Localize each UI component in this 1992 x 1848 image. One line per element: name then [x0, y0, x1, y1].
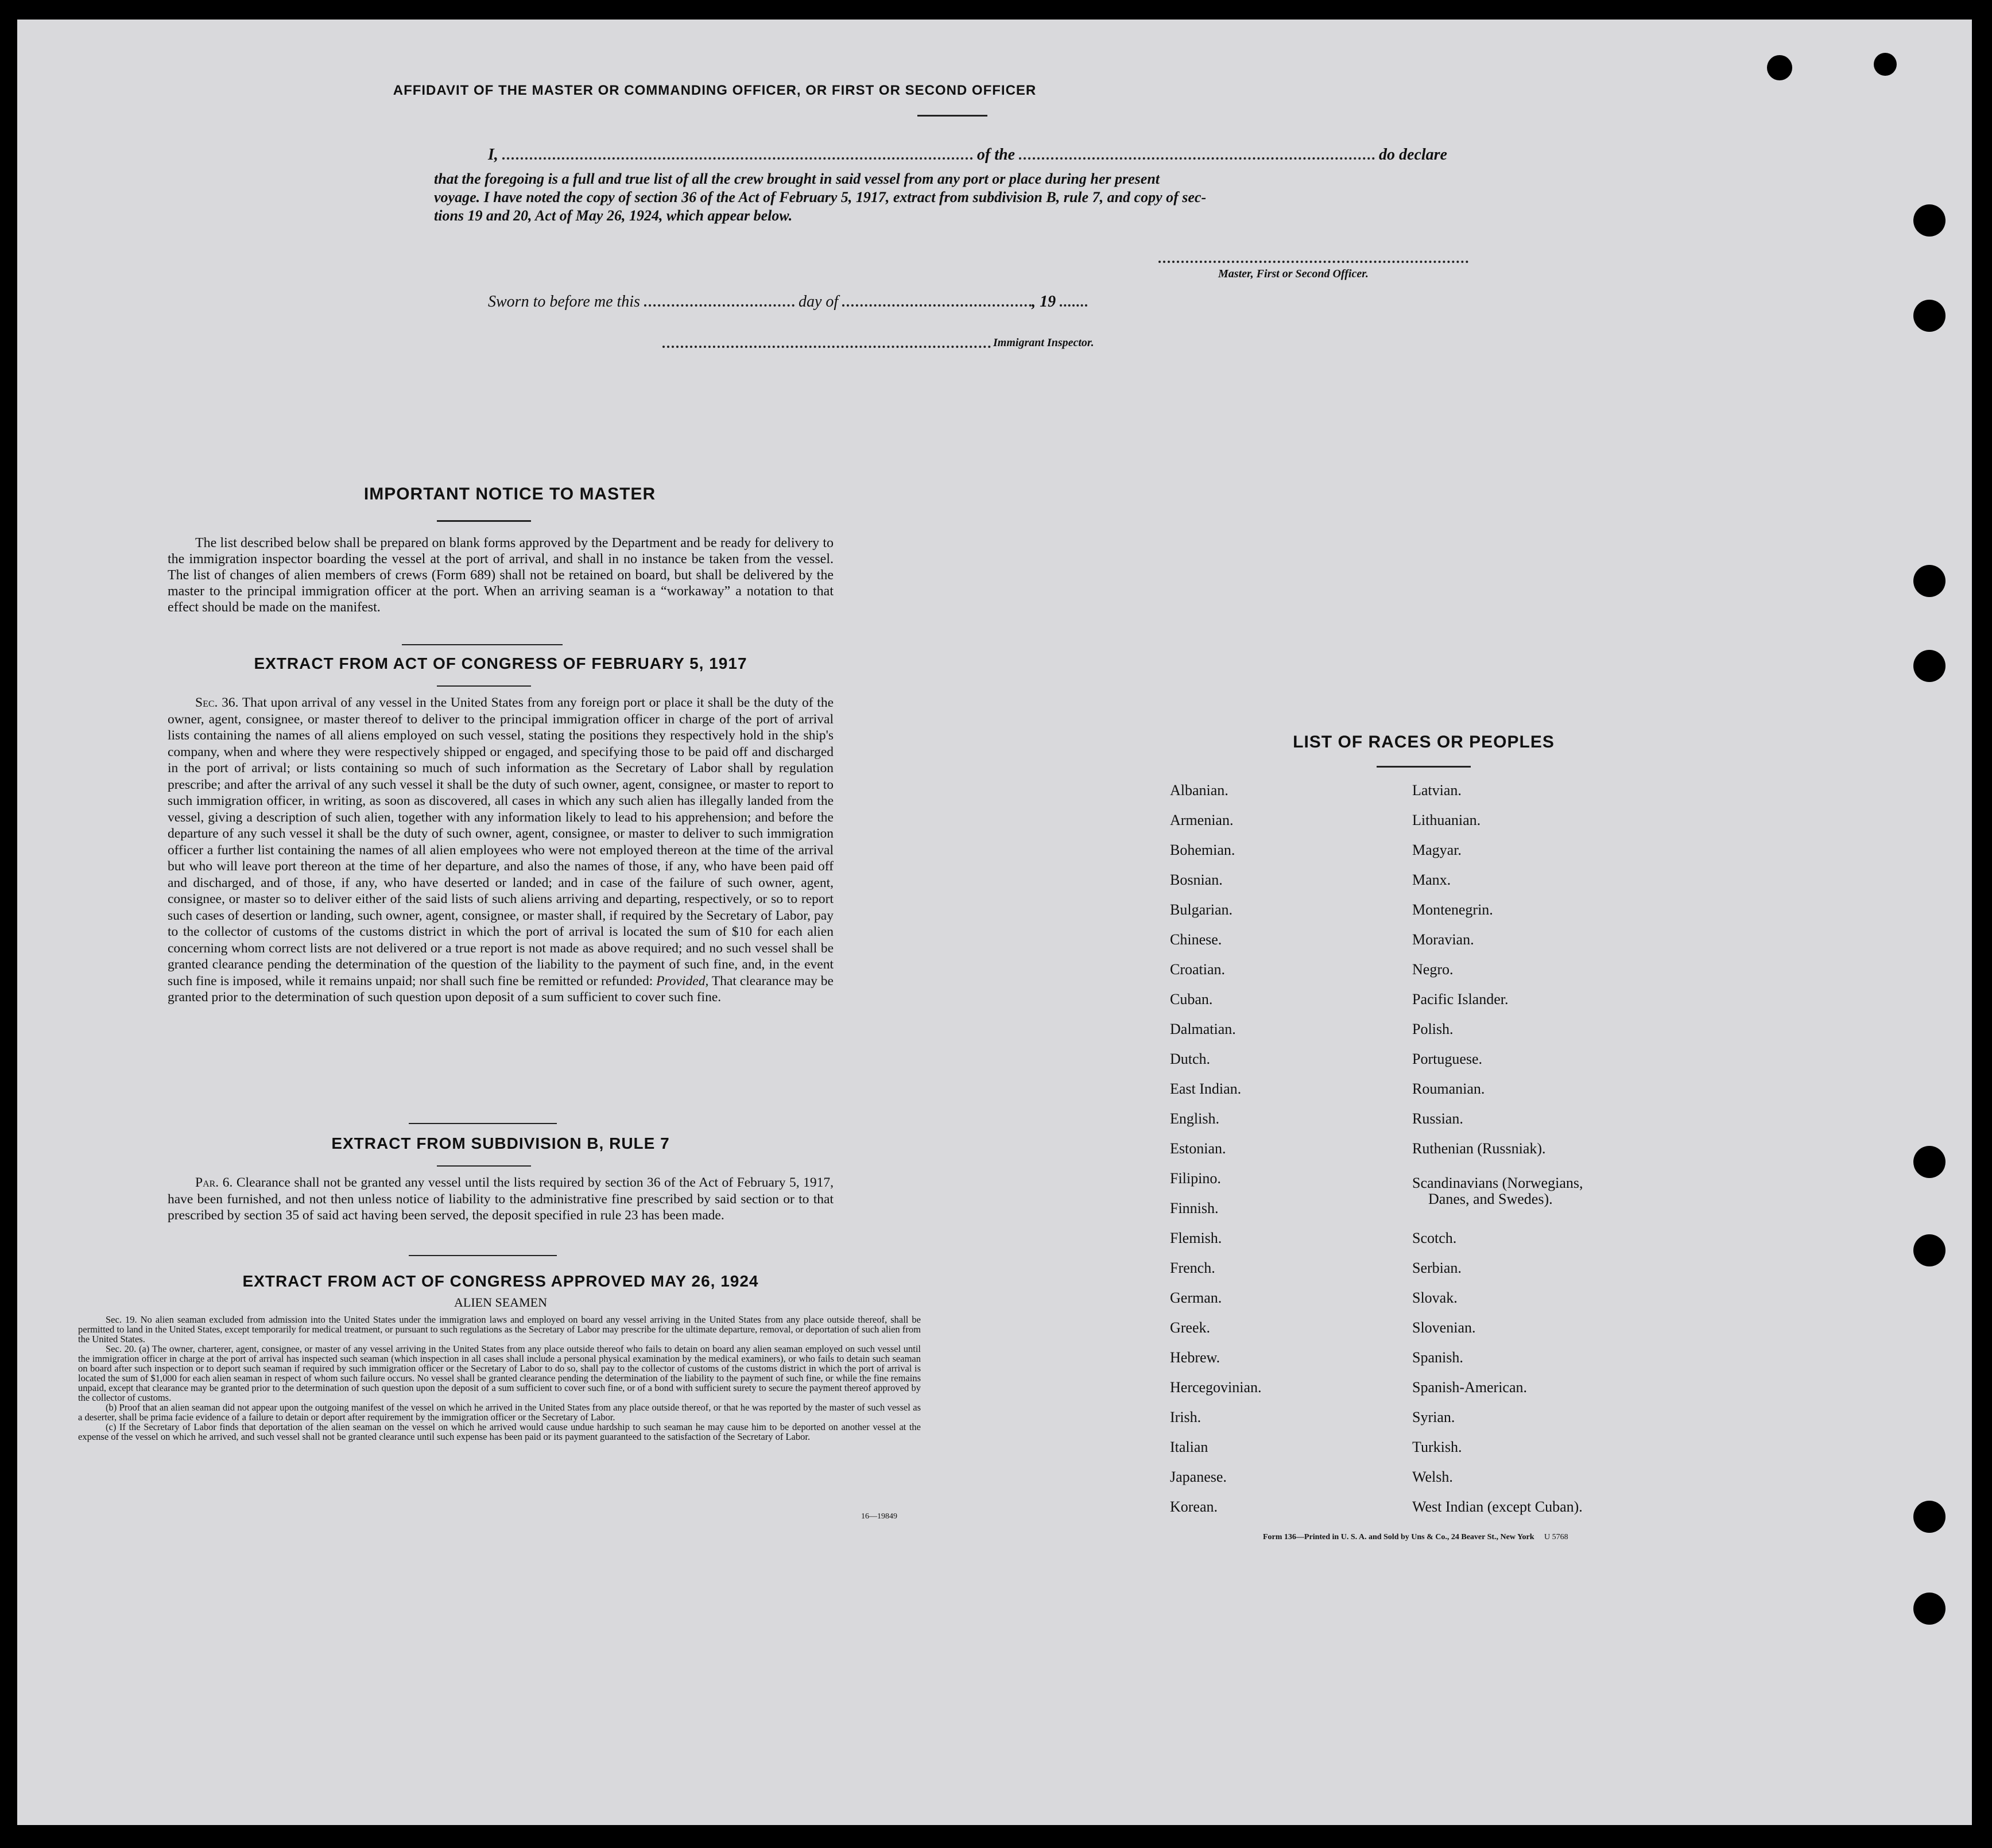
race-item: Welsh.: [1412, 1469, 1453, 1485]
sec-36-text: That upon arrival of any vessel in the United States from any foreign port or place it shall be the duty of the owner, agent, consignee, or master thereof to deliver to the principal immigration officer in charge of the port of arrival lists containing the names of all aliens employed on such vessel, stating the positions they respectively hold in the ship's company, when and where they were respectively shipped or engaged, and specifying those to be paid off and discharged in the port of arrival; or lists containing so much of such information as the Secretary of Labor shall by regulation prescribe; and after the arrival of any such vessel it shall be the duty of such owner, agent, consignee, or master to report to such immigration officer, in writing, as soon as discovered, all cases in which any such alien has illegally landed from the vessel, giving a description of such alien, together with any information likely to lead to his apprehension; and before the departure of any such vessel it shall be the duty of such owner, agent, consignee, or master to deliver to such immigration officer a further list containing the names of all alien employees who were not employed thereon at the time of the arrival but who will leave port thereon at the time of her departure, and also the names of those, if any, who have been paid off and discharged, and of those, if any, who have deserted or landed; and in case of the failure of such owner, agent, consignee, or master so to deliver either of the said lists of such aliens arriving and departing, respectively, or so to report such cases of desertion or landing, such owner, agent, consignee, or master shall, if required by the Secretary of Labor, pay to the collector of customs of the customs district in which the port of arrival is located the sum of $10 for each alien concerning whom correct lists are not delivered or a true report is not made as above required; and no such vessel shall be granted clearance pending the determination of the question of the liability to the payment of such fine, and, in the event such fine is imposed, while it remains unpaid; nor shall such fine be remitted or refunded:: [168, 695, 834, 989]
race-item: Greek.: [1170, 1319, 1211, 1336]
sworn-line: Sworn to before me this day of , 19: [488, 293, 1087, 311]
punch-hole: [1767, 55, 1792, 80]
footer-imprint: [1263, 1533, 1568, 1542]
inspector-signature-field[interactable]: [662, 346, 991, 348]
affidavit-line: tions 19 and 20, Act of May 26, 1924, which appear below.: [434, 207, 793, 224]
extract-rule7-title: EXTRACT FROM SUBDIVISION B, RULE 7: [331, 1134, 670, 1152]
extract-1924-title: EXTRACT FROM ACT OF CONGRESS APPROVED MAY 26, 1924: [242, 1272, 759, 1290]
vessel-field[interactable]: [1019, 157, 1375, 160]
race-item: Negro.: [1412, 961, 1454, 978]
race-item: Slovak.: [1412, 1289, 1458, 1306]
affidavit-declare-line: [488, 146, 1447, 164]
punch-hole: [1913, 650, 1946, 682]
race-item: Portuguese.: [1412, 1051, 1483, 1067]
divider: [402, 644, 563, 645]
sec-19-text: Sec. 19. No alien seaman excluded from admission into the United States under the immigration laws and employed on board any vessel arriving in the United States from any place outside thereof, shall be permitted to land in the United States, except temporarily for medical treatment, or pursuant to such regulations as the Secretary of Labor may prescribe for the ultimate departure, removal, or deportation of such alien from the United States.: [78, 1314, 921, 1345]
punch-hole: [1913, 1146, 1946, 1178]
race-item: Dalmatian.: [1170, 1021, 1236, 1037]
race-item: Dutch.: [1170, 1051, 1211, 1067]
divider: [409, 1255, 557, 1256]
race-item: Japanese.: [1170, 1469, 1227, 1485]
extract-1924-subtitle: ALIEN SEAMEN: [454, 1295, 547, 1310]
race-item: Scotch.: [1412, 1230, 1457, 1246]
divider: [437, 520, 531, 522]
notice-text: The list described below shall be prepared on blank forms approved by the Department and be ready for delivery to the immigration inspector boarding the vessel at the port of arrival, and shall in no instance be taken from the vessel. The list of changes of alien members of crews (Form 689) shall not be retained on board, but shall be delivered by the master to the principal immigration officer at the port. When an arriving seaman is a “workaway” a notation to that effect should be made on the manifest.: [168, 536, 834, 615]
race-item: Cuban.: [1170, 991, 1213, 1008]
extract-rule7-text: [168, 1175, 834, 1224]
affidavit-title: AFFIDAVIT OF THE MASTER OR COMMANDING OFFICER, OR FIRST OR SECOND OFFICER: [393, 83, 1037, 98]
race-item: Chinese.: [1170, 931, 1222, 948]
race-item: Irish.: [1170, 1409, 1202, 1425]
notice-title: IMPORTANT NOTICE TO MASTER: [363, 485, 656, 503]
race-item: Finnish.: [1170, 1200, 1219, 1216]
month-field[interactable]: [842, 304, 1032, 307]
year-label: 19: [1040, 293, 1056, 311]
race-item: Albanian.: [1170, 782, 1228, 799]
race-item: Spanish.: [1412, 1349, 1463, 1366]
extract-1924-text: [78, 1315, 921, 1442]
race-item: Spanish-American.: [1412, 1379, 1528, 1396]
par-6-label: Par. 6.: [195, 1175, 233, 1190]
race-item: Moravian.: [1412, 931, 1474, 948]
provided-text: That clearance may be granted prior to the determination of such question upon deposit of a sum sufficient to cover such fine.: [168, 973, 834, 1005]
race-item: Russian.: [1412, 1110, 1463, 1127]
master-signature-field[interactable]: [1158, 261, 1468, 263]
par-6-text: Clearance shall not be granted any vessel until the lists required by section 36 of the Act of February 5, 1917, have been furnished, and not then unless notice of liability to the administrative fine prescribed by said section or to that prescribed by section 35 of said act having been served, the deposit specified in rule 23 has been made.: [168, 1175, 834, 1223]
name-field[interactable]: [502, 157, 973, 160]
race-item: Manx.: [1412, 871, 1451, 888]
divider: [917, 115, 987, 117]
imprint-text: Form 136—Printed in U. S. A. and Sold by Uns & Co., 24 Beaver St., New York: [1263, 1533, 1534, 1541]
race-item: Hebrew.: [1170, 1349, 1220, 1366]
punch-hole: [1874, 53, 1897, 76]
race-item: East Indian.: [1170, 1080, 1242, 1097]
day-field[interactable]: [644, 304, 795, 307]
divider: [409, 1123, 557, 1124]
divider: [437, 1165, 531, 1167]
race-item: Estonian.: [1170, 1140, 1226, 1157]
race-item: Slovenian.: [1412, 1319, 1476, 1336]
race-item: Armenian.: [1170, 812, 1234, 828]
race-item: Lithuanian.: [1412, 812, 1481, 828]
sec-36-label: Sec. 36.: [195, 695, 239, 710]
punch-hole: [1913, 300, 1946, 332]
day-of-label: day of: [798, 293, 839, 311]
form-code: U 5768: [1544, 1533, 1568, 1541]
year-field[interactable]: [1060, 304, 1087, 307]
race-item: Serbian.: [1412, 1260, 1462, 1276]
race-item: Bohemian.: [1170, 842, 1235, 858]
punch-hole: [1913, 1234, 1946, 1266]
race-item: Polish.: [1412, 1021, 1454, 1037]
punch-hole: [1913, 1593, 1946, 1625]
sec-20b-text: (b) Proof that an alien seaman did not appear upon the outgoing manifest of the vessel on which he arrived in the United States from any place outside thereof, or that he was reported by the master of such vessel as a deserter, shall be prima facie evidence of a failure to detain or deport after requirement by the immigration officer or the Secretary of Labor.: [78, 1402, 921, 1423]
race-item: English.: [1170, 1110, 1219, 1127]
race-item: German.: [1170, 1289, 1222, 1306]
master-label: Master, First or Second Officer.: [1218, 268, 1369, 280]
sec-20c-text: (c) If the Secretary of Labor finds that deportation of the alien seaman on the vessel on which he arrived would cause undue hardship to such seaman he may cause him to be deported on another vessel at the expense of the vessel on which he arrived, and such vessel shall not be granted clearance until such expense has been paid or its payment guaranteed to the satisfaction of the Secretary of Labor.: [78, 1421, 921, 1442]
race-item: Croatian.: [1170, 961, 1226, 978]
form-sheet: [17, 20, 1972, 1825]
race-item: Hercegovinian.: [1170, 1379, 1262, 1396]
divider: [1377, 766, 1471, 768]
race-item: Syrian.: [1412, 1409, 1455, 1425]
race-item: Latvian.: [1412, 782, 1462, 799]
divider: [437, 685, 531, 687]
sec-20a-text: Sec. 20. (a) The owner, charterer, agent, consignee, or master of any vessel arriving in the United States from any place outside thereof who fails to detain on board any alien seaman employed on such vessel until the immigration officer in charge at the port of arrival has inspected such seaman (which inspection in all cases shall include a personal physical examination by the medical examiners), or who fails to detain such seaman on board after such inspection or to deport such seaman if required by such immigration officer or the Secretary of Labor to do so, shall pay to the collector of customs of the customs district in which the port of arrival is located the sum of $1,000 for each alien seaman in respect of whom such failure occurs. No vessel shall be granted clearance pending the determination of the liability to the payment of such fine, or while the fine remains unpaid, except that clearance may be granted prior to the determination of such question upon the deposit of a sum sufficient to cover such fine, or of a bond with sufficient surety to secure the payment thereof approved by the collector of customs.: [78, 1343, 921, 1403]
print-code: 16—19849: [861, 1512, 897, 1521]
race-item: Korean.: [1170, 1498, 1218, 1515]
race-item: Bosnian.: [1170, 871, 1223, 888]
race-item: Italian: [1170, 1439, 1208, 1455]
race-item: Montenegrin.: [1412, 901, 1493, 918]
i-label: I,: [488, 146, 498, 164]
affidavit-line: voyage. I have noted the copy of section 36 of the Act of February 5, 1917, extract from subdivision B, rule 7, and copy of sec-: [434, 189, 1207, 206]
race-item: Magyar.: [1412, 842, 1462, 858]
affidavit-line: that the foregoing is a full and true list of all the crew brought in said vessel from any port or place during her present: [434, 171, 1160, 187]
race-item: Scandinavians (Norwegians,: [1412, 1175, 1583, 1191]
race-item: Ruthenian (Russniak).: [1412, 1140, 1546, 1157]
punch-hole: [1913, 1501, 1946, 1533]
affidavit-body: [434, 170, 1525, 225]
race-item: French.: [1170, 1260, 1215, 1276]
races-title: LIST OF RACES OR PEOPLES: [1293, 733, 1555, 751]
race-item: Roumanian.: [1412, 1080, 1485, 1097]
provided-label: Provided,: [656, 973, 709, 989]
inspector-label: Immigrant Inspector.: [993, 336, 1094, 349]
race-item: Flemish.: [1170, 1230, 1222, 1246]
extract-1917-title: EXTRACT FROM ACT OF CONGRESS OF FEBRUARY 5, 1917: [254, 654, 747, 672]
do-declare-label: do declare: [1379, 146, 1447, 164]
race-item: Danes, and Swedes).: [1428, 1191, 1553, 1207]
race-item: Pacific Islander.: [1412, 991, 1509, 1008]
punch-hole: [1913, 204, 1946, 237]
race-item: Turkish.: [1412, 1439, 1462, 1455]
race-item: Filipino.: [1170, 1170, 1221, 1187]
of-the-label: of the: [976, 146, 1016, 164]
extract-1917-text: [168, 695, 834, 1006]
race-item: West Indian (except Cuban).: [1412, 1498, 1583, 1515]
punch-hole: [1913, 565, 1946, 597]
sworn-label: Sworn to before me this: [488, 293, 640, 311]
race-item: Bulgarian.: [1170, 901, 1233, 918]
